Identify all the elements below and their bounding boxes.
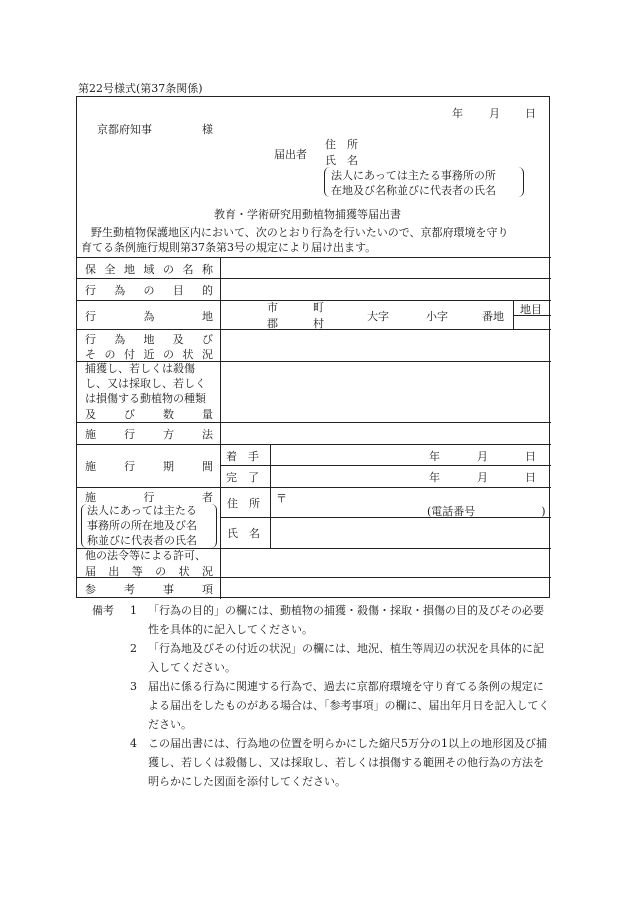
period-start-day: 日: [525, 450, 536, 463]
label-surroundings-line2: そ の 付 近 の 状 況: [85, 348, 213, 361]
remark-item: 2 「行為地及びその付近の状況」の欄には、地況、植生等周辺の状況を具体的に記入してください。: [130, 642, 544, 674]
form-table: [76, 96, 550, 598]
form-title: 教育・学術研究用動植物捕獲等届出書: [214, 208, 401, 221]
period-start-year: 年: [429, 450, 440, 463]
addressee-honorific: 様: [202, 123, 213, 136]
executor-note: 法人にあっては主たる 事務所の所在地及び名 称並びに代表者の氏名: [87, 504, 197, 547]
location-banchi: 番地: [482, 310, 504, 323]
label-species: 捕獲し、若しくは殺傷 し、又は採取し、若しく は損傷する動植物の種類: [85, 362, 206, 405]
intro-line1: 野生動植物保護地区内において、次のとおり行為を行いたいので、京都府環境を守り: [91, 226, 509, 239]
intro-line2: 育てる条例施行規則第37条第3号の規定により届け出ます。: [81, 241, 377, 254]
location-chimoku: 地目: [520, 303, 542, 316]
remarks-heading: 備考: [92, 604, 114, 617]
period-end-month: 月: [477, 471, 488, 484]
executor-phone-label: (電話番号 ): [427, 505, 546, 518]
applicant-note-line2: 在地及び名称並びに代表者の氏名: [331, 184, 496, 197]
period-end-year: 年: [429, 471, 440, 484]
applicant-name-label: 氏 名: [325, 154, 358, 167]
location-koaza: 小字: [426, 310, 448, 323]
location-shi: 市: [267, 301, 278, 314]
date-month-label: 月: [489, 107, 500, 120]
period-start-label: 着 手: [226, 450, 259, 463]
form-number: 第22号様式(第37条関係): [78, 82, 203, 95]
period-end-label: 完 了: [226, 471, 259, 484]
date-day-label: 日: [525, 107, 536, 120]
location-oaza: 大字: [367, 310, 389, 323]
remark-item: 備考 1 「行為の目的」の欄には、動植物の捕獲・殺傷・採取・損傷の目的及びその必要性を具体的に記入してください。: [92, 601, 552, 639]
label-species-quantity: 及 び 数 量: [85, 408, 213, 421]
label-permits: 他の法令等による許可、: [85, 549, 206, 562]
executor-name-label: 氏 名: [227, 527, 260, 540]
label-area-name: 保 全 地 域 の 名 称: [85, 263, 213, 276]
label-purpose: 行 為 の 目 的: [85, 284, 213, 297]
location-son: 村: [313, 317, 324, 330]
remark-item: 3 届出に係る行為に関連する行為で、過去に京都府環境を守り育てる条例の規定による届出をしたものがある場合は、「参考事項」の欄に、届出年月日を記入してください。: [130, 680, 550, 731]
label-surroundings-line1: 行 為 地 及 び: [85, 333, 213, 346]
applicant-label: 届出者: [274, 148, 307, 161]
period-start-month: 月: [477, 450, 488, 463]
executor-postal-mark: 〒: [276, 492, 287, 505]
addressee-name: 京都府知事: [97, 123, 152, 136]
period-end-day: 日: [525, 471, 536, 484]
label-location: 行 為 地: [85, 310, 213, 323]
remark-item: 4 この届出書には、行為地の位置を明らかにした縮尺5万分の1以上の地形図及び捕獲し、若しくは殺傷し、又は採取し、若しくは損傷する範囲その他行為の方法を明らかにした図面を添付してください。: [130, 737, 547, 788]
executor-address-label: 住 所: [227, 497, 260, 510]
label-notes: 参 考 事 項: [85, 583, 213, 596]
applicant-address-label: 住 所: [325, 138, 358, 151]
label-period: 施 行 期 間: [85, 460, 213, 473]
location-gun: 郡: [267, 317, 278, 330]
label-method: 施 行 方 法: [85, 428, 213, 441]
applicant-note-line1: 法人にあっては主たる事務所の所: [331, 169, 496, 182]
remarks: [92, 601, 552, 791]
label-executor: 施 行 者: [85, 491, 213, 504]
label-permits-status: 届 出 等 の 状 況: [85, 565, 213, 578]
date-year-label: 年: [452, 107, 463, 120]
location-cho: 町: [313, 301, 324, 314]
